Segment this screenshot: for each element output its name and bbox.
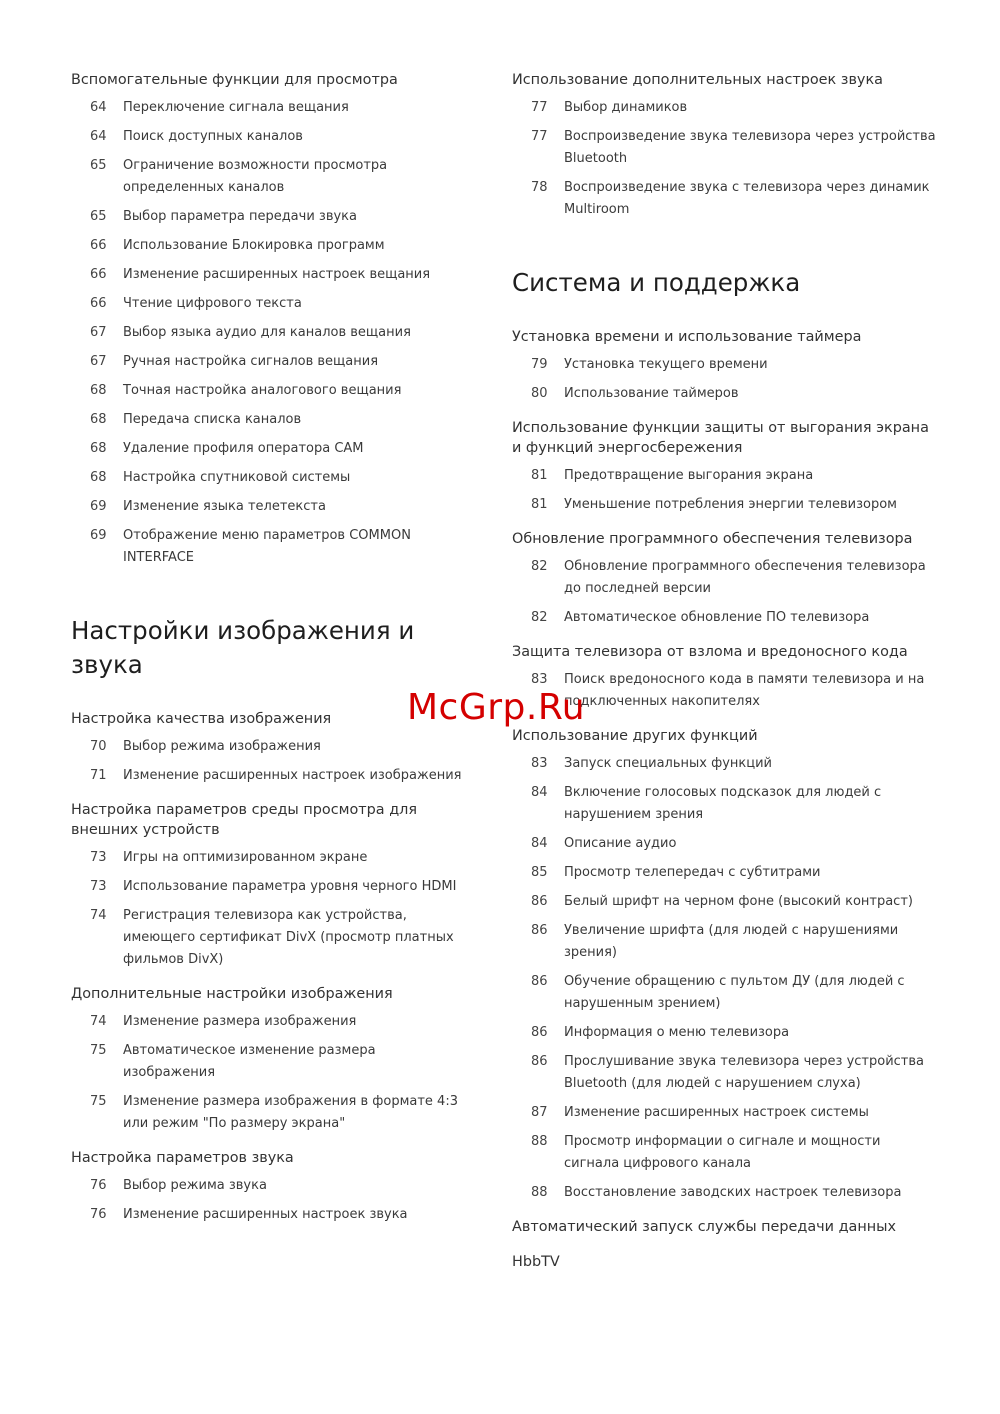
page-number: 67	[90, 354, 107, 369]
page-number: 70	[90, 739, 107, 754]
toc-list	[512, 354, 937, 405]
entry-title: Воспроизведение звука с телевизора через динамик Multiroom	[564, 180, 930, 217]
entry-title: Изменение размера изображения	[123, 1014, 357, 1029]
toc-list	[71, 847, 466, 971]
entry-title: Переключение сигнала вещания	[123, 100, 349, 115]
subsection-heading: Автоматический запуск службы передачи данных	[512, 1219, 897, 1235]
toc-entry[interactable]	[71, 380, 466, 402]
toc-list	[71, 1175, 466, 1226]
entry-title: Автоматическое обновление ПО телевизора	[564, 610, 870, 625]
toc-entry[interactable]	[512, 177, 937, 221]
page-number: 71	[90, 768, 107, 783]
page-number: 75	[90, 1043, 107, 1058]
page-number: 87	[531, 1105, 548, 1120]
page-number: 66	[90, 296, 107, 311]
page-number: 64	[90, 129, 107, 144]
toc-entry[interactable]	[71, 97, 466, 119]
toc-entry[interactable]	[512, 833, 937, 855]
toc-entry[interactable]	[512, 1131, 937, 1175]
page-number: 79	[531, 357, 548, 372]
subsection-heading: Использование дополнительных настроек звука	[512, 72, 883, 88]
entry-title: Регистрация телевизора как устройства, имеющего сертификат DivX (просмотр платных фильмов DivX)	[123, 908, 454, 967]
toc-entry[interactable]	[71, 351, 466, 373]
entry-title: Игры на оптимизированном экране	[123, 850, 368, 865]
entry-title: Просмотр телепередач с субтитрами	[564, 865, 821, 880]
toc-list	[71, 97, 466, 569]
toc-entry[interactable]	[512, 607, 937, 629]
entry-title: Поиск вредоносного кода в памяти телевизора и на подключенных накопителях	[564, 672, 925, 709]
toc-entry[interactable]	[71, 206, 466, 228]
toc-entry[interactable]	[71, 876, 466, 898]
toc-entry[interactable]	[512, 920, 937, 964]
subsection-heading: Настройка параметров среды просмотра для внешних устройств	[71, 802, 418, 838]
page-number: 76	[90, 1178, 107, 1193]
entry-title: Уменьшение потребления энергии телевизором	[564, 497, 897, 512]
toc-entry[interactable]	[71, 905, 466, 971]
entry-title: Использование таймеров	[564, 386, 739, 401]
entry-title: Изменение расширенных настроек системы	[564, 1105, 869, 1120]
subsection-heading: Защита телевизора от взлома и вредоносного кода	[512, 644, 908, 660]
subsection-heading: Использование других функций	[512, 728, 758, 744]
entry-title: Обучение обращению с пультом ДУ (для людей с нарушенным зрением)	[564, 974, 905, 1011]
page-number: 78	[531, 180, 548, 195]
page-number: 84	[531, 836, 548, 851]
entry-title: Воспроизведение звука телевизора через устройства Bluetooth	[564, 129, 936, 166]
entry-title: Прослушивание звука телевизора через устройства Bluetooth (для людей с нарушением слуха)	[564, 1054, 924, 1091]
entry-title: Ручная настройка сигналов вещания	[123, 354, 379, 369]
toc-entry[interactable]	[512, 1102, 937, 1124]
toc-entry[interactable]	[512, 494, 937, 516]
entry-title: Удаление профиля оператора CAM	[123, 441, 364, 456]
toc-entry[interactable]	[512, 556, 937, 600]
page-number: 82	[531, 610, 548, 625]
entry-title: Изменение языка телетекста	[123, 499, 326, 514]
toc-entry[interactable]	[512, 1022, 937, 1044]
entry-title: Выбор режима звука	[123, 1178, 267, 1193]
page-number: 86	[531, 974, 548, 989]
toc-entry[interactable]	[71, 264, 466, 286]
page-number: 85	[531, 865, 548, 880]
entry-title: Чтение цифрового текста	[123, 296, 302, 311]
entry-title: Изменение расширенных настроек звука	[123, 1207, 408, 1222]
page-number: 74	[90, 1014, 107, 1029]
toc-list	[512, 465, 937, 516]
entry-title: Выбор динамиков	[564, 100, 688, 115]
entry-title: Изменение размера изображения в формате 4:3 или режим "По размеру экрана"	[123, 1094, 458, 1131]
entry-title: Выбор языка аудио для каналов вещания	[123, 325, 411, 340]
entry-title: Информация о меню телевизора	[564, 1025, 790, 1040]
entry-title: Поиск доступных каналов	[123, 129, 303, 144]
toc-list	[512, 97, 937, 221]
page-number: 68	[90, 412, 107, 427]
entry-title: Автоматическое изменение размера изображения	[123, 1043, 376, 1080]
page-number: 81	[531, 468, 548, 483]
page-number: 83	[531, 672, 548, 687]
toc-entry[interactable]	[71, 847, 466, 869]
entry-title: Просмотр информации о сигнале и мощности сигнала цифрового канала	[564, 1134, 881, 1171]
page-number: 69	[90, 528, 107, 543]
toc-entry[interactable]	[71, 765, 466, 787]
entry-title: Белый шрифт на черном фоне (высокий контраст)	[564, 894, 913, 909]
page-number: 86	[531, 1025, 548, 1040]
toc-entry[interactable]	[71, 322, 466, 344]
subsection-heading: HbbTV	[512, 1254, 560, 1270]
entry-title: Выбор параметра передачи звука	[123, 209, 357, 224]
subsection-heading: Установка времени и использование таймера	[512, 329, 862, 345]
toc-list	[512, 753, 937, 1204]
entry-title: Использование параметра уровня черного HDMI	[123, 879, 457, 894]
entry-title: Точная настройка аналогового вещания	[123, 383, 402, 398]
entry-title: Включение голосовых подсказок для людей с нарушением зрения	[564, 785, 882, 822]
page-number: 75	[90, 1094, 107, 1109]
toc-entry[interactable]	[71, 235, 466, 257]
section-title: Настройки изображения и звука	[71, 616, 415, 679]
entry-title: Передача списка каналов	[123, 412, 302, 427]
toc-entry[interactable]	[512, 126, 937, 170]
toc-entry[interactable]	[71, 1011, 466, 1033]
entry-title: Увеличение шрифта (для людей с нарушениями зрения)	[564, 923, 899, 960]
page-number: 84	[531, 785, 548, 800]
entry-title: Использование Блокировка программ	[123, 238, 385, 253]
toc-entry[interactable]	[71, 736, 466, 758]
entry-title: Изменение расширенных настроек изображения	[123, 768, 462, 783]
page-number: 88	[531, 1185, 548, 1200]
toc-entry[interactable]	[71, 1040, 466, 1084]
entry-title: Настройка спутниковой системы	[123, 470, 351, 485]
page-number: 64	[90, 100, 107, 115]
toc-entry[interactable]	[71, 126, 466, 148]
subsection-heading: Дополнительные настройки изображения	[71, 986, 393, 1002]
toc-list	[512, 556, 937, 629]
subsection-heading: Настройка качества изображения	[71, 711, 332, 727]
toc-entry[interactable]	[71, 293, 466, 315]
entry-title: Запуск специальных функций	[564, 756, 772, 771]
entry-title: Ограничение возможности просмотра определенных каналов	[123, 158, 388, 195]
page-number: 86	[531, 1054, 548, 1069]
entry-title: Изменение расширенных настроек вещания	[123, 267, 431, 282]
page-number: 83	[531, 756, 548, 771]
entry-title: Отображение меню параметров COMMON INTERFACE	[123, 528, 411, 565]
subsection-heading: Настройка параметров звука	[71, 1150, 294, 1166]
left-column	[71, 60, 466, 1226]
toc-entry[interactable]	[71, 525, 466, 569]
right-column	[512, 60, 937, 1272]
page-number: 82	[531, 559, 548, 574]
toc-entry[interactable]	[71, 438, 466, 460]
page-number: 66	[90, 238, 107, 253]
toc-entry[interactable]	[512, 97, 937, 119]
page-number: 66	[90, 267, 107, 282]
page-number: 77	[531, 129, 548, 144]
entry-title: Обновление программного обеспечения телевизора до последней версии	[564, 559, 926, 596]
page-number: 81	[531, 497, 548, 512]
toc-entry[interactable]	[71, 467, 466, 489]
toc-entry[interactable]	[512, 354, 937, 376]
toc-entry[interactable]	[512, 782, 937, 826]
page-number: 68	[90, 441, 107, 456]
page-number: 88	[531, 1134, 548, 1149]
page-number: 69	[90, 499, 107, 514]
toc-entry[interactable]	[71, 1091, 466, 1135]
toc-entry[interactable]	[512, 383, 937, 405]
toc-list	[71, 736, 466, 787]
toc-entry[interactable]	[71, 155, 466, 199]
page-number: 77	[531, 100, 548, 115]
toc-entry[interactable]	[512, 1051, 937, 1095]
page-number: 73	[90, 879, 107, 894]
toc-entry[interactable]	[71, 409, 466, 431]
page-number: 76	[90, 1207, 107, 1222]
toc-entry[interactable]	[512, 891, 937, 913]
toc-entry[interactable]	[71, 1204, 466, 1226]
toc-entry[interactable]	[71, 1175, 466, 1197]
page-number: 73	[90, 850, 107, 865]
entry-title: Выбор режима изображения	[123, 739, 321, 754]
subsection-heading: Вспомогательные функции для просмотра	[71, 72, 398, 88]
entry-title: Описание аудио	[564, 836, 677, 851]
entry-title: Установка текущего времени	[564, 357, 768, 372]
subsection-heading: Обновление программного обеспечения телевизора	[512, 531, 913, 547]
toc-entry[interactable]	[512, 465, 937, 487]
section-title: Система и поддержка	[512, 268, 801, 297]
page-number: 74	[90, 908, 107, 923]
toc-entry[interactable]	[512, 862, 937, 884]
page-number: 86	[531, 894, 548, 909]
page-number: 80	[531, 386, 548, 401]
entry-title: Восстановление заводских настроек телевизора	[564, 1185, 902, 1200]
toc-entry[interactable]	[512, 753, 937, 775]
subsection-heading: Использование функции защиты от выгорания экрана и функций энергосбережения	[512, 420, 929, 456]
page-number: 67	[90, 325, 107, 340]
page-number: 86	[531, 923, 548, 938]
page-number: 65	[90, 209, 107, 224]
entry-title: Предотвращение выгорания экрана	[564, 468, 814, 483]
toc-list	[71, 1011, 466, 1135]
page-number: 68	[90, 383, 107, 398]
page-number: 68	[90, 470, 107, 485]
toc-entry[interactable]	[71, 496, 466, 518]
page-number: 65	[90, 158, 107, 173]
toc-entry[interactable]	[512, 1182, 937, 1204]
watermark: McGrp.Ru	[407, 687, 586, 728]
toc-entry[interactable]	[512, 971, 937, 1015]
